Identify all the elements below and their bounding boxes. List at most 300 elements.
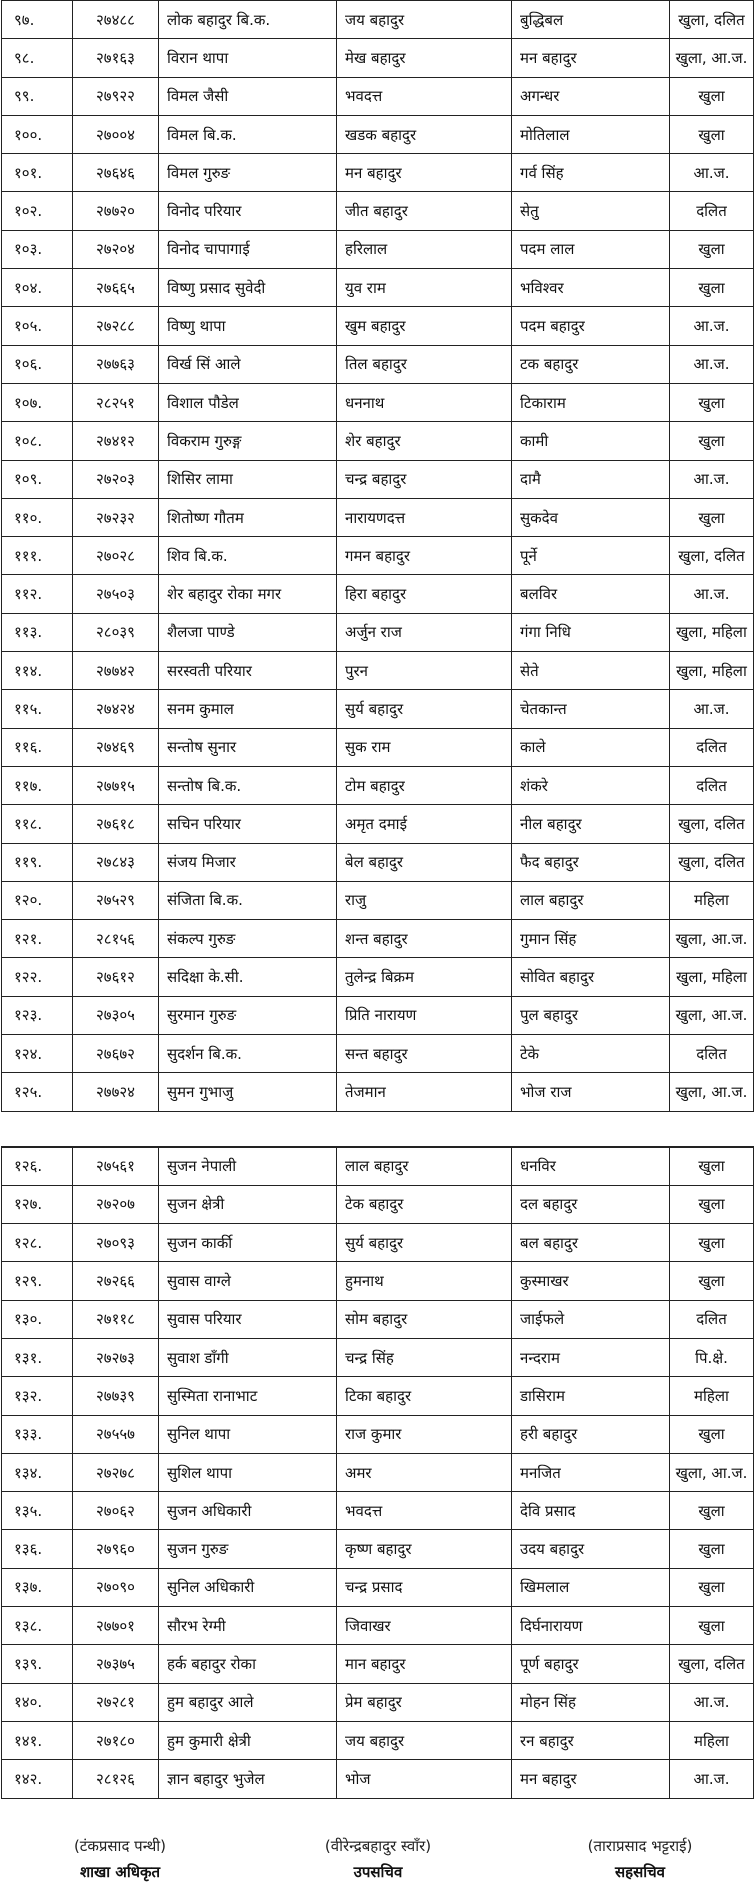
serial-number-cell: १३८. bbox=[2, 1607, 73, 1645]
father-name-cell: सन्त बहादुर bbox=[337, 1035, 512, 1073]
table-row bbox=[2, 1300, 754, 1338]
roll-number-cell: २७६१८ bbox=[73, 805, 159, 843]
table-row bbox=[2, 1530, 754, 1568]
serial-number-cell: १०४. bbox=[2, 269, 73, 307]
father-name-cell: अमृत दमाई bbox=[337, 805, 512, 843]
serial-number-cell: १००. bbox=[2, 115, 73, 153]
candidate-name-cell: विकराम गुरुङ्ग bbox=[159, 422, 337, 460]
roll-number-cell: २७२०३ bbox=[73, 460, 159, 498]
category-cell: आ.ज. bbox=[670, 154, 754, 192]
roll-number-cell: २७८४३ bbox=[73, 843, 159, 881]
category-cell: दलित bbox=[670, 766, 754, 804]
roll-number-cell: २७२८१ bbox=[73, 1683, 159, 1721]
roll-number-cell: २७३७५ bbox=[73, 1645, 159, 1683]
roll-number-cell: २८१५६ bbox=[73, 920, 159, 958]
roll-number-cell: २८०३९ bbox=[73, 613, 159, 651]
roll-number-cell: २७५५७ bbox=[73, 1415, 159, 1453]
serial-number-cell: १०५. bbox=[2, 307, 73, 345]
serial-number-cell: १२६. bbox=[2, 1147, 73, 1185]
father-name-cell: हुमनाथ bbox=[337, 1262, 512, 1300]
father-name-cell: चन्द्र सिंह bbox=[337, 1338, 512, 1376]
roll-number-cell: २७७४२ bbox=[73, 652, 159, 690]
father-name-cell: गमन बहादुर bbox=[337, 537, 512, 575]
serial-number-cell: १०६. bbox=[2, 345, 73, 383]
roll-number-cell: २७९६० bbox=[73, 1530, 159, 1568]
table-row bbox=[2, 1607, 754, 1645]
father-name-cell: जय बहादुर bbox=[337, 1721, 512, 1759]
father-name-cell: सुर्य बहादुर bbox=[337, 1224, 512, 1262]
candidate-table-part-1 bbox=[1, 0, 754, 1112]
father-name-cell: भवदत्त bbox=[337, 1492, 512, 1530]
category-cell: आ.ज. bbox=[670, 307, 754, 345]
category-cell: खुला, दलित bbox=[670, 805, 754, 843]
table-row bbox=[2, 345, 754, 383]
grandfather-name-cell: धनविर bbox=[512, 1147, 670, 1185]
father-name-cell: मान बहादुर bbox=[337, 1645, 512, 1683]
category-cell: खुला, दलित bbox=[670, 1, 754, 39]
serial-number-cell: १०३. bbox=[2, 230, 73, 268]
table-row bbox=[2, 230, 754, 268]
serial-number-cell: ११७. bbox=[2, 766, 73, 804]
father-name-cell: टोम बहादुर bbox=[337, 766, 512, 804]
candidate-name-cell: हुम कुमारी क्षेत्री bbox=[159, 1721, 337, 1759]
roll-number-cell: २७१८० bbox=[73, 1721, 159, 1759]
serial-number-cell: ११०. bbox=[2, 498, 73, 536]
table-row bbox=[2, 1568, 754, 1606]
father-name-cell: राज कुमार bbox=[337, 1415, 512, 1453]
category-cell: खुला bbox=[670, 1530, 754, 1568]
serial-number-cell: १२१. bbox=[2, 920, 73, 958]
father-name-cell: अमर bbox=[337, 1453, 512, 1491]
father-name-cell: तिल बहादुर bbox=[337, 345, 512, 383]
grandfather-name-cell: भोज राज bbox=[512, 1073, 670, 1111]
father-name-cell: प्रिति नारायण bbox=[337, 996, 512, 1034]
roll-number-cell: २७२६६ bbox=[73, 1262, 159, 1300]
grandfather-name-cell: सेतु bbox=[512, 192, 670, 230]
table-row bbox=[2, 613, 754, 651]
category-cell: आ.ज. bbox=[670, 690, 754, 728]
candidate-name-cell: सुरमान गुरुङ bbox=[159, 996, 337, 1034]
roll-number-cell: २७१६३ bbox=[73, 39, 159, 77]
grandfather-name-cell: कुस्माखर bbox=[512, 1262, 670, 1300]
grandfather-name-cell: देवि प्रसाद bbox=[512, 1492, 670, 1530]
father-name-cell: बेल बहादुर bbox=[337, 843, 512, 881]
table-row bbox=[2, 77, 754, 115]
father-name-cell: हरिलाल bbox=[337, 230, 512, 268]
category-cell: खुला, महिला bbox=[670, 652, 754, 690]
signatory-name: (वीरेन्द्रबहादुर स्वाँर) bbox=[324, 1837, 432, 1855]
candidate-name-cell: सुनिल थापा bbox=[159, 1415, 337, 1453]
category-cell: महिला bbox=[670, 1377, 754, 1415]
candidate-name-cell: सचिन परियार bbox=[159, 805, 337, 843]
father-name-cell: मेख बहादुर bbox=[337, 39, 512, 77]
father-name-cell: तुलेन्द्र बिक्रम bbox=[337, 958, 512, 996]
table-row bbox=[2, 996, 754, 1034]
table-row bbox=[2, 690, 754, 728]
table-row bbox=[2, 1492, 754, 1530]
candidate-name-cell: संजिता बि.क. bbox=[159, 881, 337, 919]
category-cell: खुला, आ.ज. bbox=[670, 996, 754, 1034]
grandfather-name-cell: अगन्धर bbox=[512, 77, 670, 115]
serial-number-cell: १३१. bbox=[2, 1338, 73, 1376]
grandfather-name-cell: पदम लाल bbox=[512, 230, 670, 268]
candidate-name-cell: विष्णु प्रसाद सुवेदी bbox=[159, 269, 337, 307]
candidate-name-cell: विशाल पौडेल bbox=[159, 383, 337, 421]
grandfather-name-cell: पदम बहादुर bbox=[512, 307, 670, 345]
candidate-name-cell: सुदर्शन बि.क. bbox=[159, 1035, 337, 1073]
serial-number-cell: ११९. bbox=[2, 843, 73, 881]
category-cell: खुला bbox=[670, 1607, 754, 1645]
candidate-name-cell: विमल बि.क. bbox=[159, 115, 337, 153]
serial-number-cell: १३४. bbox=[2, 1453, 73, 1491]
category-cell: खुला, आ.ज. bbox=[670, 920, 754, 958]
serial-number-cell: १०८. bbox=[2, 422, 73, 460]
category-cell: आ.ज. bbox=[670, 460, 754, 498]
grandfather-name-cell: गंगा निधि bbox=[512, 613, 670, 651]
roll-number-cell: २७७३९ bbox=[73, 1377, 159, 1415]
father-name-cell: खुम बहादुर bbox=[337, 307, 512, 345]
grandfather-name-cell: मन बहादुर bbox=[512, 39, 670, 77]
serial-number-cell: १२७. bbox=[2, 1185, 73, 1223]
grandfather-name-cell: खिमलाल bbox=[512, 1568, 670, 1606]
category-cell: खुला, दलित bbox=[670, 843, 754, 881]
roll-number-cell: २७०६२ bbox=[73, 1492, 159, 1530]
candidate-name-cell: सुवाश डाँगी bbox=[159, 1338, 337, 1376]
category-cell: खुला bbox=[670, 115, 754, 153]
category-cell: आ.ज. bbox=[670, 1683, 754, 1721]
category-cell: दलित bbox=[670, 1300, 754, 1338]
candidate-name-cell: विमल गुरुङ bbox=[159, 154, 337, 192]
grandfather-name-cell: टिकाराम bbox=[512, 383, 670, 421]
roll-number-cell: २७०९३ bbox=[73, 1224, 159, 1262]
father-name-cell: कृष्ण बहादुर bbox=[337, 1530, 512, 1568]
serial-number-cell: १४२. bbox=[2, 1760, 73, 1798]
signatory-title: सहसचिव bbox=[615, 1863, 665, 1881]
serial-number-cell: १४०. bbox=[2, 1683, 73, 1721]
grandfather-name-cell: लाल बहादुर bbox=[512, 881, 670, 919]
roll-number-cell: २७२८८ bbox=[73, 307, 159, 345]
table-row bbox=[2, 307, 754, 345]
roll-number-cell: २७४६९ bbox=[73, 728, 159, 766]
table-row bbox=[2, 192, 754, 230]
signatory-title: उपसचिव bbox=[353, 1863, 403, 1881]
candidate-name-cell: शिव बि.क. bbox=[159, 537, 337, 575]
category-cell: महिला bbox=[670, 1721, 754, 1759]
category-cell: आ.ज. bbox=[670, 575, 754, 613]
roll-number-cell: २७७०१ bbox=[73, 1607, 159, 1645]
candidate-table-part-2 bbox=[1, 1146, 754, 1799]
roll-number-cell: २७७१५ bbox=[73, 766, 159, 804]
candidate-name-cell: हर्क बहादुर रोका bbox=[159, 1645, 337, 1683]
category-cell: दलित bbox=[670, 1035, 754, 1073]
grandfather-name-cell: जाईफले bbox=[512, 1300, 670, 1338]
category-cell: महिला bbox=[670, 881, 754, 919]
candidate-name-cell: हुम बहादुर आले bbox=[159, 1683, 337, 1721]
candidate-name-cell: विनोद चापागाई bbox=[159, 230, 337, 268]
candidate-name-cell: विर्ख सिं आले bbox=[159, 345, 337, 383]
table-row bbox=[2, 958, 754, 996]
grandfather-name-cell: रन बहादुर bbox=[512, 1721, 670, 1759]
table-row bbox=[2, 1645, 754, 1683]
candidate-name-cell: सन्तोष बि.क. bbox=[159, 766, 337, 804]
roll-number-cell: २७७२० bbox=[73, 192, 159, 230]
serial-number-cell: ११२. bbox=[2, 575, 73, 613]
father-name-cell: शन्त बहादुर bbox=[337, 920, 512, 958]
serial-number-cell: १३२. bbox=[2, 1377, 73, 1415]
table-row bbox=[2, 383, 754, 421]
table-row bbox=[2, 154, 754, 192]
candidate-name-cell: सुस्मिता रानाभाट bbox=[159, 1377, 337, 1415]
roll-number-cell: २७२७३ bbox=[73, 1338, 159, 1376]
category-cell: खुला, आ.ज. bbox=[670, 1453, 754, 1491]
grandfather-name-cell: बल बहादुर bbox=[512, 1224, 670, 1262]
category-cell: दलित bbox=[670, 728, 754, 766]
serial-number-cell: १२२. bbox=[2, 958, 73, 996]
signatory-name: (टंकप्रसाद पन्थी) bbox=[73, 1837, 167, 1855]
signature-under-secretary bbox=[278, 1836, 478, 1882]
category-cell: दलित bbox=[670, 192, 754, 230]
roll-number-cell: २७०९० bbox=[73, 1568, 159, 1606]
table-row bbox=[2, 728, 754, 766]
roll-number-cell: २७५२९ bbox=[73, 881, 159, 919]
category-cell: आ.ज. bbox=[670, 345, 754, 383]
category-cell: खुला bbox=[670, 1262, 754, 1300]
category-cell: खुला, दलित bbox=[670, 1645, 754, 1683]
table-row bbox=[2, 498, 754, 536]
serial-number-cell: १२०. bbox=[2, 881, 73, 919]
table-row bbox=[2, 1760, 754, 1798]
grandfather-name-cell: मोतिलाल bbox=[512, 115, 670, 153]
serial-number-cell: १२३. bbox=[2, 996, 73, 1034]
roll-number-cell: २७२०७ bbox=[73, 1185, 159, 1223]
candidate-name-cell: विरान थापा bbox=[159, 39, 337, 77]
serial-number-cell: १११. bbox=[2, 537, 73, 575]
table-row bbox=[2, 1073, 754, 1111]
candidate-name-cell: सौरभ रेग्मी bbox=[159, 1607, 337, 1645]
roll-number-cell: २७६६५ bbox=[73, 269, 159, 307]
category-cell: खुला bbox=[670, 1568, 754, 1606]
grandfather-name-cell: पुल बहादुर bbox=[512, 996, 670, 1034]
candidate-name-cell: शितोष्ण गौतम bbox=[159, 498, 337, 536]
father-name-cell: पुरन bbox=[337, 652, 512, 690]
serial-number-cell: १२९. bbox=[2, 1262, 73, 1300]
serial-number-cell: १२४. bbox=[2, 1035, 73, 1073]
serial-number-cell: १०९. bbox=[2, 460, 73, 498]
category-cell: खुला bbox=[670, 383, 754, 421]
roll-number-cell: २८१२६ bbox=[73, 1760, 159, 1798]
candidate-name-cell: सुशिल थापा bbox=[159, 1453, 337, 1491]
grandfather-name-cell: कामी bbox=[512, 422, 670, 460]
table-row bbox=[2, 1224, 754, 1262]
serial-number-cell: १०७. bbox=[2, 383, 73, 421]
category-cell: पि.क्षे. bbox=[670, 1338, 754, 1376]
grandfather-name-cell: बलविर bbox=[512, 575, 670, 613]
candidate-name-cell: सरस्वती परियार bbox=[159, 652, 337, 690]
category-cell: खुला, महिला bbox=[670, 958, 754, 996]
father-name-cell: तेजमान bbox=[337, 1073, 512, 1111]
table-row bbox=[2, 575, 754, 613]
father-name-cell: चन्द्र बहादुर bbox=[337, 460, 512, 498]
roll-number-cell: २७११८ bbox=[73, 1300, 159, 1338]
father-name-cell: जिवाखर bbox=[337, 1607, 512, 1645]
serial-number-cell: ९७. bbox=[2, 1, 73, 39]
category-cell: खुला bbox=[670, 1147, 754, 1185]
table-row bbox=[2, 920, 754, 958]
father-name-cell: हिरा बहादुर bbox=[337, 575, 512, 613]
grandfather-name-cell: डासिराम bbox=[512, 1377, 670, 1415]
table-row bbox=[2, 1, 754, 39]
table-row bbox=[2, 881, 754, 919]
grandfather-name-cell: काले bbox=[512, 728, 670, 766]
signatory-name: (ताराप्रसाद भट्टराई) bbox=[587, 1837, 693, 1855]
roll-number-cell: २७७२४ bbox=[73, 1073, 159, 1111]
father-name-cell: राजु bbox=[337, 881, 512, 919]
candidate-name-cell: विनोद परियार bbox=[159, 192, 337, 230]
serial-number-cell: १०२. bbox=[2, 192, 73, 230]
grandfather-name-cell: नील बहादुर bbox=[512, 805, 670, 843]
father-name-cell: नारायणदत्त bbox=[337, 498, 512, 536]
table-row bbox=[2, 1185, 754, 1223]
father-name-cell: शेर बहादुर bbox=[337, 422, 512, 460]
table-row bbox=[2, 1262, 754, 1300]
signature-section-officer bbox=[20, 1836, 220, 1882]
serial-number-cell: ११८. bbox=[2, 805, 73, 843]
roll-number-cell: २७५६१ bbox=[73, 1147, 159, 1185]
father-name-cell: चन्द्र प्रसाद bbox=[337, 1568, 512, 1606]
candidate-name-cell: सुनिल अधिकारी bbox=[159, 1568, 337, 1606]
category-cell: खुला bbox=[670, 1224, 754, 1262]
father-name-cell: अर्जुन राज bbox=[337, 613, 512, 651]
candidate-name-cell: सुजन कार्की bbox=[159, 1224, 337, 1262]
candidate-name-cell: सुजन गुरुङ bbox=[159, 1530, 337, 1568]
grandfather-name-cell: दल बहादुर bbox=[512, 1185, 670, 1223]
grandfather-name-cell: टेके bbox=[512, 1035, 670, 1073]
father-name-cell: जीत बहादुर bbox=[337, 192, 512, 230]
grandfather-name-cell: दामै bbox=[512, 460, 670, 498]
serial-number-cell: ११५. bbox=[2, 690, 73, 728]
candidate-name-cell: लोक बहादुर बि.क. bbox=[159, 1, 337, 39]
grandfather-name-cell: सोवित बहादुर bbox=[512, 958, 670, 996]
serial-number-cell: ११४. bbox=[2, 652, 73, 690]
table-row bbox=[2, 1147, 754, 1185]
candidate-name-cell: सन्तोष सुनार bbox=[159, 728, 337, 766]
candidate-name-cell: विमल जैसी bbox=[159, 77, 337, 115]
grandfather-name-cell: नन्दराम bbox=[512, 1338, 670, 1376]
serial-number-cell: १३७. bbox=[2, 1568, 73, 1606]
grandfather-name-cell: टक बहादुर bbox=[512, 345, 670, 383]
table-row bbox=[2, 1453, 754, 1491]
candidate-name-cell: सुवास वाग्ले bbox=[159, 1262, 337, 1300]
grandfather-name-cell: फैद बहादुर bbox=[512, 843, 670, 881]
candidate-name-cell: सुजन अधिकारी bbox=[159, 1492, 337, 1530]
grandfather-name-cell: बुद्धिबल bbox=[512, 1, 670, 39]
candidate-name-cell: सुजन नेपाली bbox=[159, 1147, 337, 1185]
roll-number-cell: २७४१२ bbox=[73, 422, 159, 460]
candidate-name-cell: शिसिर लामा bbox=[159, 460, 337, 498]
category-cell: खुला, दलित bbox=[670, 537, 754, 575]
father-name-cell: सुक राम bbox=[337, 728, 512, 766]
father-name-cell: धननाथ bbox=[337, 383, 512, 421]
serial-number-cell: ९८. bbox=[2, 39, 73, 77]
table-row bbox=[2, 1721, 754, 1759]
roll-number-cell: २७५०३ bbox=[73, 575, 159, 613]
table-row bbox=[2, 537, 754, 575]
roll-number-cell: २७६१२ bbox=[73, 958, 159, 996]
grandfather-name-cell: शंकरे bbox=[512, 766, 670, 804]
father-name-cell: लाल बहादुर bbox=[337, 1147, 512, 1185]
category-cell: आ.ज. bbox=[670, 1760, 754, 1798]
grandfather-name-cell: दिर्घनारायण bbox=[512, 1607, 670, 1645]
table-row bbox=[2, 1338, 754, 1376]
grandfather-name-cell: भविश्वर bbox=[512, 269, 670, 307]
table-row bbox=[2, 39, 754, 77]
serial-number-cell: ११६. bbox=[2, 728, 73, 766]
father-name-cell: खडक बहादुर bbox=[337, 115, 512, 153]
serial-number-cell: १२८. bbox=[2, 1224, 73, 1262]
candidate-name-cell: शेर बहादुर रोका मगर bbox=[159, 575, 337, 613]
category-cell: खुला bbox=[670, 269, 754, 307]
roll-number-cell: २७४८८ bbox=[73, 1, 159, 39]
candidate-name-cell: सुजन क्षेत्री bbox=[159, 1185, 337, 1223]
father-name-cell: सुर्य बहादुर bbox=[337, 690, 512, 728]
table-row bbox=[2, 766, 754, 804]
roll-number-cell: २८२५१ bbox=[73, 383, 159, 421]
father-name-cell: मन बहादुर bbox=[337, 154, 512, 192]
serial-number-cell: ११३. bbox=[2, 613, 73, 651]
grandfather-name-cell: उदय बहादुर bbox=[512, 1530, 670, 1568]
grandfather-name-cell: चेतकान्त bbox=[512, 690, 670, 728]
serial-number-cell: १२५. bbox=[2, 1073, 73, 1111]
roll-number-cell: २७२०४ bbox=[73, 230, 159, 268]
father-name-cell: भवदत्त bbox=[337, 77, 512, 115]
roll-number-cell: २७६७२ bbox=[73, 1035, 159, 1073]
roll-number-cell: २७९२२ bbox=[73, 77, 159, 115]
candidate-name-cell: संजय मिजार bbox=[159, 843, 337, 881]
father-name-cell: युव राम bbox=[337, 269, 512, 307]
category-cell: खुला, आ.ज. bbox=[670, 39, 754, 77]
category-cell: खुला bbox=[670, 1492, 754, 1530]
roll-number-cell: २७७६३ bbox=[73, 345, 159, 383]
father-name-cell: भोज bbox=[337, 1760, 512, 1798]
roll-number-cell: २७२३२ bbox=[73, 498, 159, 536]
candidate-name-cell: सनम कुमाल bbox=[159, 690, 337, 728]
roll-number-cell: २७३०५ bbox=[73, 996, 159, 1034]
category-cell: खुला bbox=[670, 77, 754, 115]
candidate-name-cell: विष्णु थापा bbox=[159, 307, 337, 345]
grandfather-name-cell: गर्व सिंह bbox=[512, 154, 670, 192]
grandfather-name-cell: पूर्ने bbox=[512, 537, 670, 575]
table-row bbox=[2, 843, 754, 881]
table-row bbox=[2, 1035, 754, 1073]
candidate-name-cell: सदिक्षा के.सी. bbox=[159, 958, 337, 996]
candidate-name-cell: ज्ञान बहादुर भुजेल bbox=[159, 1760, 337, 1798]
grandfather-name-cell: मन बहादुर bbox=[512, 1760, 670, 1798]
roll-number-cell: २७०२८ bbox=[73, 537, 159, 575]
serial-number-cell: १३०. bbox=[2, 1300, 73, 1338]
grandfather-name-cell: गुमान सिंह bbox=[512, 920, 670, 958]
table-row bbox=[2, 115, 754, 153]
grandfather-name-cell: सेते bbox=[512, 652, 670, 690]
roll-number-cell: २७००४ bbox=[73, 115, 159, 153]
serial-number-cell: १३३. bbox=[2, 1415, 73, 1453]
table-row bbox=[2, 460, 754, 498]
father-name-cell: प्रेम बहादुर bbox=[337, 1683, 512, 1721]
roll-number-cell: २७२७८ bbox=[73, 1453, 159, 1491]
table-row bbox=[2, 1377, 754, 1415]
roll-number-cell: २७६४६ bbox=[73, 154, 159, 192]
table-row bbox=[2, 1415, 754, 1453]
category-cell: खुला bbox=[670, 1185, 754, 1223]
